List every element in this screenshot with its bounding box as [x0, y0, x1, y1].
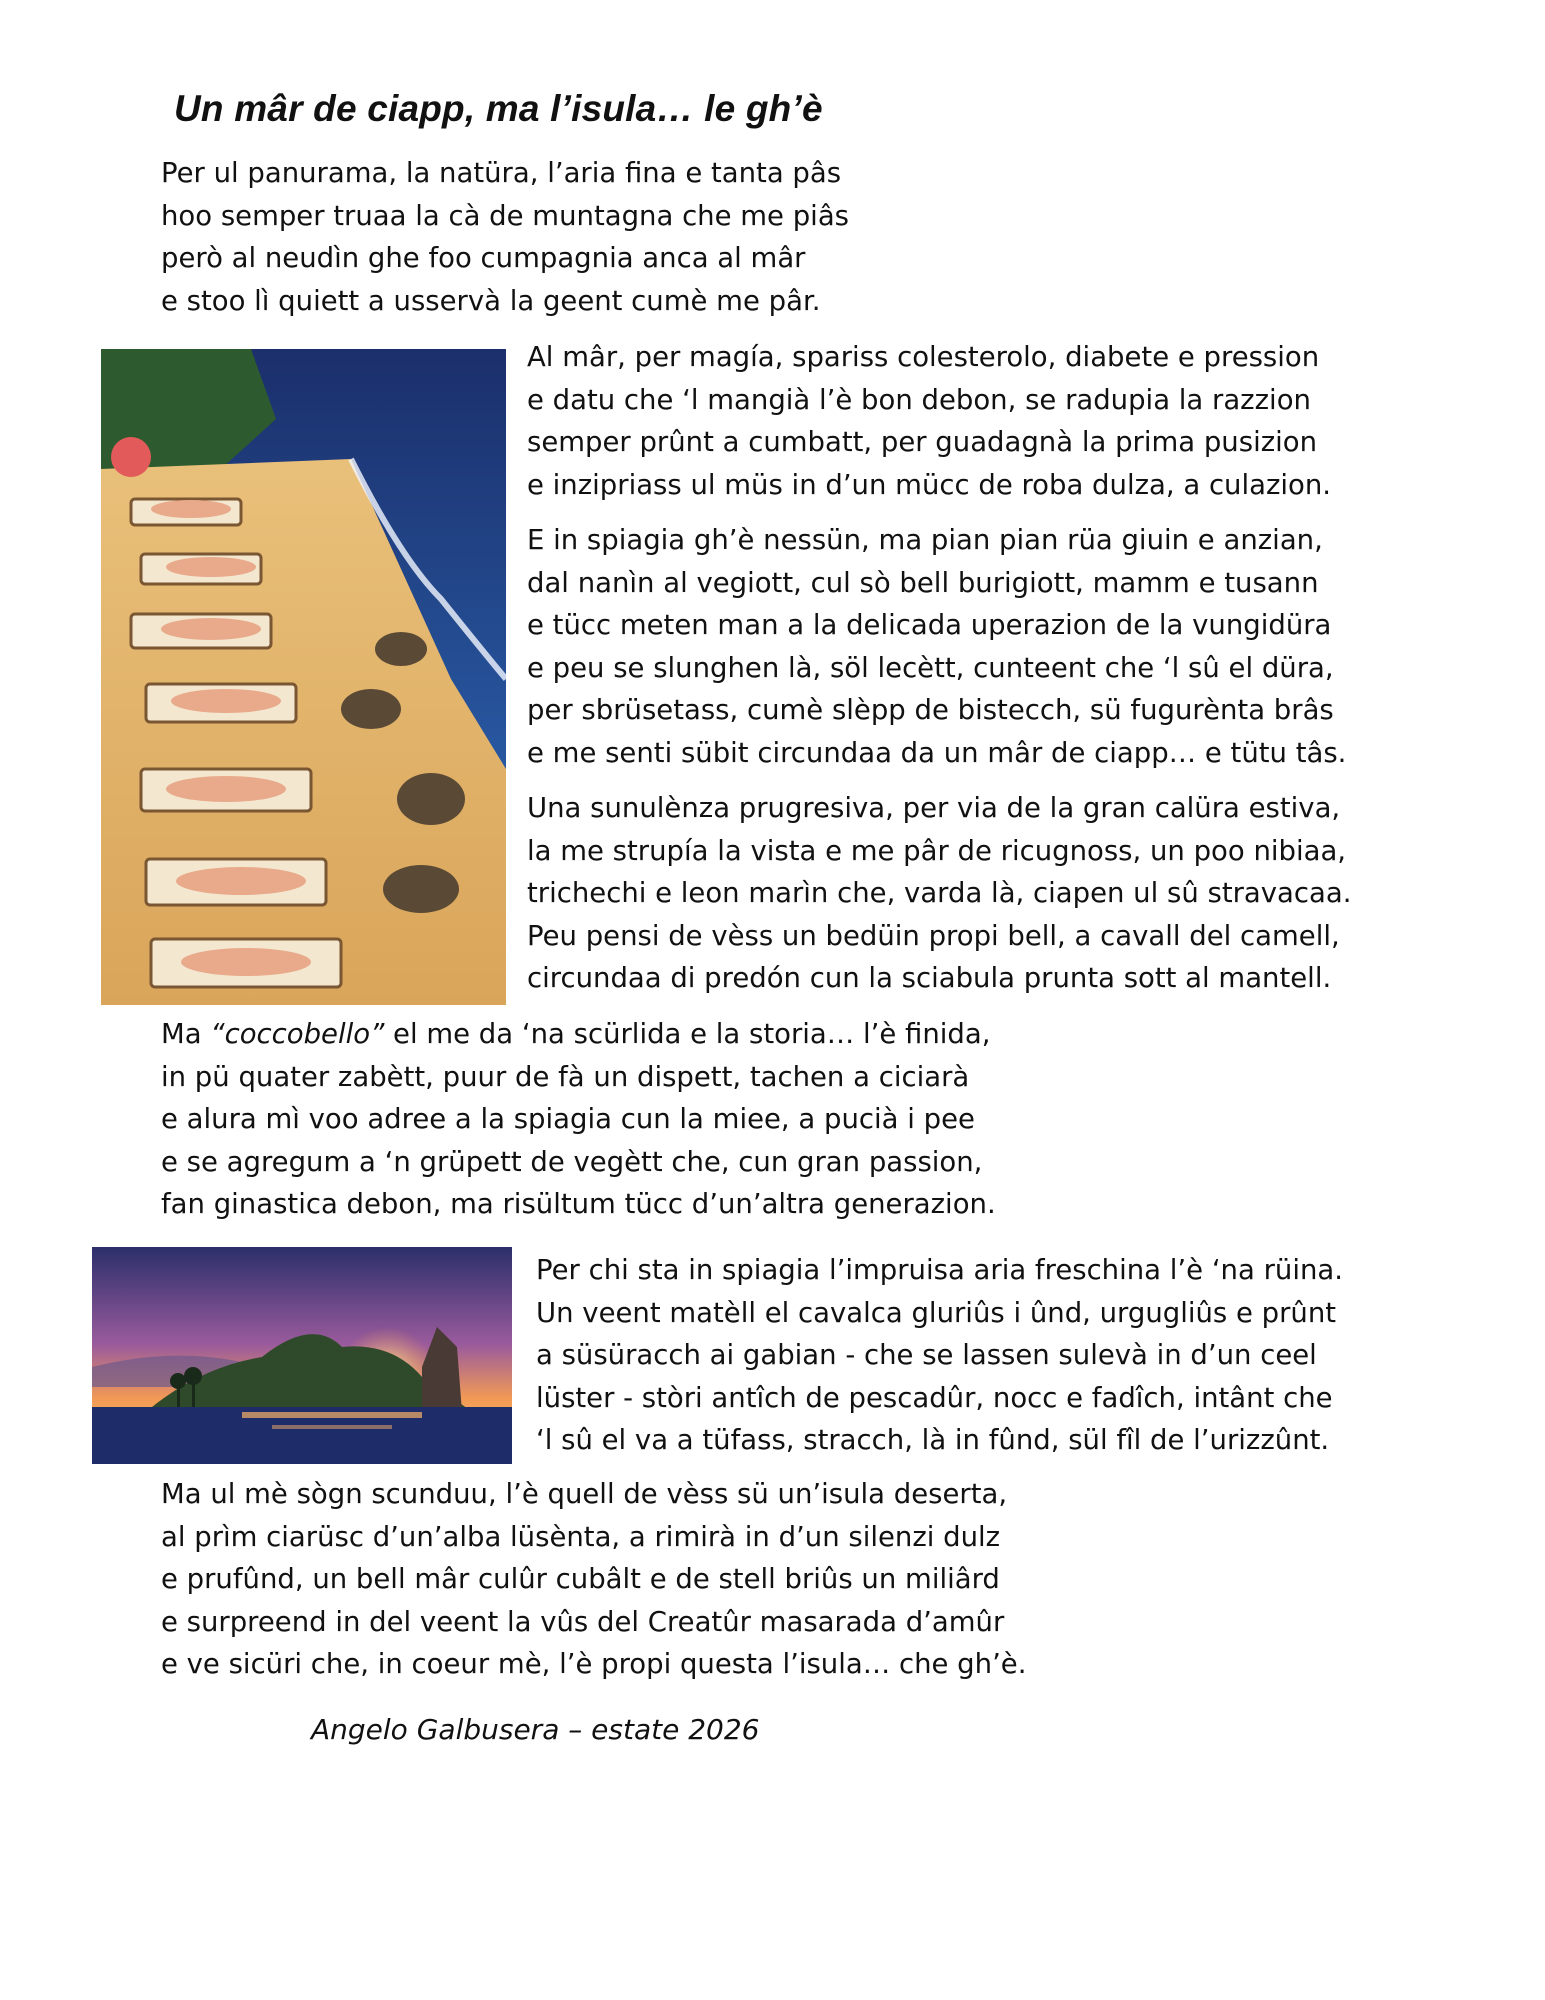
poem-title: Un mâr de ciapp, ma l’isula… le gh’è: [174, 88, 823, 129]
stanza-1: [161, 152, 849, 322]
verse-line: hoo semper truaa la cà de muntagna che me piâs: [161, 199, 849, 232]
verse-line: per sbrüsetass, cumè slèpp de bistecch, sü fugurènta brâs: [527, 694, 1334, 726]
stanza-6: [536, 1249, 1343, 1462]
verse-line: e tücc meten man a la delicada uperazion de la vungidüra: [527, 609, 1332, 641]
verse-line: trichechi e leon marìn che, varda là, ciapen ul sû stravacaa.: [527, 877, 1352, 909]
stanza-4: [527, 787, 1351, 1000]
stanza-7: [161, 1473, 1026, 1686]
verse-line: Per chi sta in spiagia l’impruisa aria freschina l’è ‘na rüina.: [536, 1254, 1343, 1286]
verse-line: e inzipriass ul müs in d’un mücc de roba dulza, a culazion.: [527, 468, 1332, 501]
verse-line: a süsüracch ai gabian - che se lassen sulevà in d’un ceel: [536, 1339, 1317, 1371]
verse-line: Peu pensi de vèss un bedüin propi bell, a cavall del camell,: [527, 919, 1340, 952]
verse-line: Ma ul mè sògn scunduu, l’è quell de vèss sü un’isula deserta,: [161, 1478, 1008, 1510]
verse-line: lüster - stòri antîch de pescadûr, nocc e fadîch, intânt che: [536, 1381, 1333, 1414]
beach-illustration: [101, 349, 506, 1005]
verse-line: circundaa di predón cun la sciabula prunta sott al mantell.: [527, 962, 1332, 994]
verse-line: però al neudìn ghe foo cumpagnia anca al mâr: [161, 242, 806, 274]
island-sunset-illustration: [92, 1247, 512, 1464]
verse-fragment: el me da ‘na scürlida e la storia… l’è finida,: [384, 1018, 991, 1050]
verse-line: e ve sicüri che, in coeur mè, l’è propi questa l’isula… che gh’è.: [161, 1648, 1027, 1680]
verse-line: Un veent matèll el cavalca gluriûs i ûnd, urgugliûs e prûnt: [536, 1296, 1337, 1329]
verse-line: E in spiagia gh’è nessün, ma pian pian rüa giuin e anzian,: [527, 524, 1323, 556]
verse-line: dal nanìn al vegiott, cul sò bell burigiott, mamm e tusann: [527, 566, 1319, 599]
stanza-3: [527, 519, 1346, 774]
verse-line: [161, 1013, 996, 1056]
verse-line: Una sunulènza prugresiva, per via de la gran calüra estiva,: [527, 792, 1341, 824]
verse-line: e datu che ‘l mangià l’è bon debon, se radupia la razzion: [527, 383, 1311, 416]
verse-line: semper prûnt a cumbatt, per guadagnà la prima pusizion: [527, 426, 1318, 458]
verse-line: e peu se slunghen là, söl lecètt, cunteent che ‘l sû el düra,: [527, 651, 1334, 684]
stanza-2: [527, 336, 1331, 506]
verse-line: e surpreend in del veent la vûs del Creatûr masarada d’amûr: [161, 1605, 1005, 1638]
verse-line: e stoo lì quiett a usservà la geent cumè me pâr.: [161, 284, 821, 317]
verse-line: al prìm ciarüsc d’un’alba lüsènta, a rimirà in d’un silenzi dulz: [161, 1520, 1001, 1553]
verse-line: Per ul panurama, la natüra, l’aria fina e tanta pâs: [161, 157, 842, 189]
verse-line: Al mâr, per magía, spariss colesterolo, diabete e pression: [527, 341, 1320, 373]
emphasized-word: “coccobello”: [210, 1018, 385, 1050]
verse-line: e prufûnd, un bell mâr culûr cubâlt e de stell briûs un miliârd: [161, 1563, 1000, 1595]
verse-line: e alura mì voo adree a la spiagia cun la miee, a pucià i pee: [161, 1103, 975, 1135]
verse-line: e se agregum a ‘n grüpett de vegètt che, cun gran passion,: [161, 1145, 983, 1178]
verse-line: fan ginastica debon, ma risültum tücc d’un’altra generazion.: [161, 1188, 996, 1220]
stanza-5: [161, 1013, 996, 1226]
verse-fragment: Ma: [161, 1018, 211, 1050]
verse-line: e me senti sübit circundaa da un mâr de ciapp… e tütu tâs.: [527, 736, 1347, 769]
verse-line: la me strupía la vista e me pâr de ricugnoss, un poo nibiaa,: [527, 834, 1347, 867]
verse-line: ‘l sû el va a tüfass, stracch, là in fûnd, sül fîl de l’urizzûnt.: [536, 1424, 1330, 1456]
verse-line: in pü quater zabètt, puur de fà un dispett, tachen a ciciarà: [161, 1060, 970, 1093]
author-signature: Angelo Galbusera – estate 2026: [311, 1713, 760, 1746]
